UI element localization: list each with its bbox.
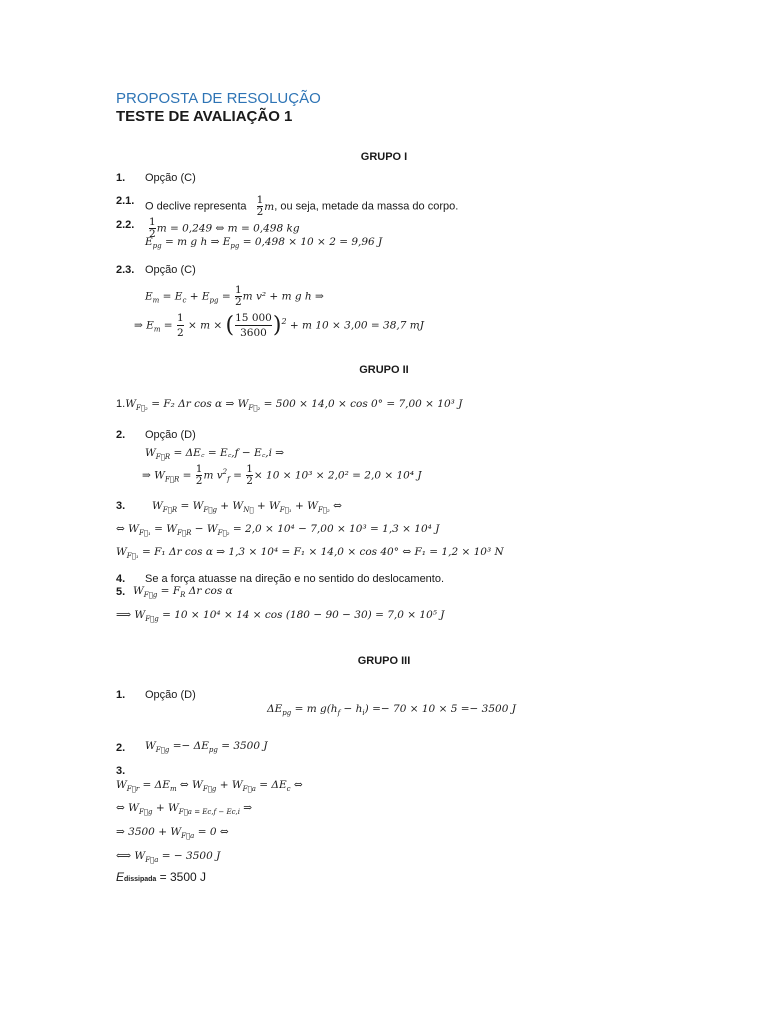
formula-text: = 3500 J bbox=[221, 740, 268, 752]
question-number: 2. bbox=[116, 429, 126, 441]
question-number: 2.1. bbox=[116, 195, 135, 207]
section-heading-grupo-1: GRUPO I bbox=[360, 151, 408, 163]
formula-text: =− ΔE bbox=[172, 740, 209, 752]
answer-text: Se a força atuasse na direção e no sentido do deslocamento. bbox=[145, 573, 445, 585]
formula-text: m v² + m g h ⇒ bbox=[242, 290, 324, 303]
question-number: 5. bbox=[116, 586, 126, 598]
formula: $\frac{1}{2}$ m bbox=[256, 194, 275, 218]
section-heading-grupo-3: GRUPO III bbox=[357, 655, 411, 667]
question-number: 3. bbox=[116, 500, 126, 512]
formula-text: = 500 × 14,0 × cos 0° = 7,00 × 10³ J bbox=[263, 398, 463, 410]
formula: $W_{F⃗g} =- \Delta E_{pg} = 3500$ J bbox=[145, 740, 268, 755]
question-number: 2.3. bbox=[116, 264, 135, 276]
result-line bbox=[116, 870, 206, 884]
formula-denominator: 3600 bbox=[235, 325, 272, 340]
question-number: 2.2. bbox=[116, 219, 135, 231]
question-number: 1. bbox=[116, 172, 126, 184]
formula-text: = F₁ Δr cos α ⇒ 1,3 × 10⁴ = F₁ × 14,0 × cos 40° ⇔ F₁ = 1,2 × 10³ N bbox=[142, 546, 504, 558]
formula: $\Delta E_{pg} = m$ $g(h_f - h_i) =- 70 \times 10 \times 5 =- 3500$ J bbox=[267, 703, 516, 718]
formula-text: × 10 × 10³ × 2,0² = 2,0 × 10⁴ J bbox=[253, 469, 422, 482]
formula: ⇒ $E_m$ = $\frac{1}{2}$ × m × ( $\frac{15 000}{3600}$ )$^2$ + m 10 × 3,00 = 38,7 mJ bbox=[134, 312, 424, 339]
page-title: TESTE DE AVALIAÇÃO 1 bbox=[116, 108, 293, 125]
answer-text: Opção (C) bbox=[145, 264, 196, 276]
result-value: = 3500 J bbox=[156, 870, 207, 884]
formula: ⇒ $3500 + W_{F⃗a} = 0$ ⇔ bbox=[116, 826, 229, 841]
formula: $1.W_{F⃗_2} = F_2$ Δr cos α ⇒ $W_{F⃗_2} = 500 \times 14,0 \times \cos 0^\circ = 7,00 \times 10^3$ J bbox=[116, 398, 463, 413]
formula-text: = m g h ⇒ E bbox=[164, 236, 231, 248]
formula: $E_{pg} = m$ g h ⇒ $E_{pg} = 0,498 \times 10 \times 2 = 9,96$ J bbox=[145, 236, 383, 251]
formula: $W_{F⃗_1} = F_1$ Δr cos α ⇒ 1,3 × 10⁴ = F₁ × 14,0 × cos 40° ⇔ F₁ = 1,2 × 10³ N bbox=[116, 546, 504, 561]
formula-text: = F₂ Δr cos α ⇒ W bbox=[151, 398, 249, 410]
result-symbol: E bbox=[116, 870, 125, 884]
formula: $\frac{1}{2}$ m = 0,249 ⇔ m = 0,498 kg bbox=[149, 216, 300, 240]
answer-text bbox=[145, 195, 458, 218]
question-number: 3. bbox=[116, 765, 126, 777]
formula: ⇔ $W_{F⃗g} + W_{F⃗a = Ec,f - Ec,i}$ ⇒ bbox=[116, 802, 253, 817]
formula-text: = 0,498 × 10 × 2 = 9,96 J bbox=[242, 236, 383, 248]
formula: ⇒ $W_{F⃗R}$ = $\frac{1}{2}$ m $v^2_f$ = $\frac{1}{2}$ × 10 × 10³ × 2,0² = 2,0 × 10⁴ J bbox=[142, 463, 422, 487]
question-number: 4. bbox=[116, 573, 126, 585]
formula-text: ) =− 70 × 10 × 5 =− 3500 J bbox=[364, 703, 516, 715]
formula-numerator: 15 000 bbox=[235, 312, 272, 324]
page-subtitle: PROPOSTA DE RESOLUÇÃO bbox=[116, 90, 321, 107]
formula-text: = 2,0 × 10⁴ − 7,00 × 10³ = 1,3 × 10⁴ J bbox=[232, 523, 440, 535]
formula: ⟹ $W_{F⃗g} = 10 \times 10^4 \times 14 \times \cos (180 - 90 - 30) = 7,0 \times 10^5$ J bbox=[116, 609, 445, 624]
formula-text: = − 3500 J bbox=[161, 850, 221, 862]
formula: $W_{F⃗r} = \Delta E_m$ ⇔ $W_{F⃗g} + W_{F⃗a} = \Delta E_c$ ⇔ bbox=[116, 779, 303, 794]
formula-text: = ΔE꜀ = E꜀,f − E꜀,i ⇒ bbox=[173, 447, 285, 459]
question-number: 2. bbox=[116, 742, 126, 754]
answer-text: Opção (D) bbox=[145, 429, 196, 441]
answer-text: Opção (D) bbox=[145, 689, 196, 701]
formula-text: + m 10 × 3,00 = 38,7 mJ bbox=[289, 319, 424, 332]
formula: $E_m = E_c + E_{pg}$ = $\frac{1}{2}$ m v² + m g h ⇒ bbox=[145, 284, 324, 308]
answer-text-part: , ou seja, metade da massa do corpo. bbox=[274, 200, 459, 213]
answer-text: Opção (C) bbox=[145, 172, 196, 184]
question-number: 1. bbox=[116, 689, 126, 701]
answer-text-part: O declive representa bbox=[145, 200, 247, 213]
formula-text: = 0 ⇔ bbox=[197, 826, 229, 838]
formula: $W_{F⃗g} = F_R$ Δr cos α bbox=[133, 585, 233, 600]
formula-text: Δr cos α bbox=[188, 585, 233, 597]
formula: $W_{F⃗R} = W_{F⃗g} + W_{N⃗} + W_{F⃗_1} + W_{F⃗_2}$ ⇔ bbox=[152, 500, 342, 515]
formula-text: m v bbox=[203, 469, 223, 482]
formula: ⟺ $W_{F⃗a}$ = − 3500 J bbox=[116, 850, 221, 865]
formula-text: = 10 × 10⁴ × 14 × cos (180 − 90 − 30) = 7,0 × 10⁵ J bbox=[162, 609, 445, 621]
formula: $W_{F⃗R}$ = ΔE꜀ = E꜀,f − E꜀,i ⇒ bbox=[145, 447, 285, 462]
formula-text: = m g(h bbox=[294, 703, 338, 715]
formula-text: m = 0,249 ⇔ m = 0,498 kg bbox=[156, 222, 300, 235]
section-heading-grupo-2: GRUPO II bbox=[359, 364, 409, 376]
formula: ⇔ $W_{F⃗_1} = W_{F⃗R} - W_{F⃗_2} = 2,0 \times 10^4 - 7,00 \times 10^3 = 1,3 \times 10^4$ J bbox=[116, 523, 440, 538]
result-subscript: dissipada bbox=[124, 876, 157, 883]
